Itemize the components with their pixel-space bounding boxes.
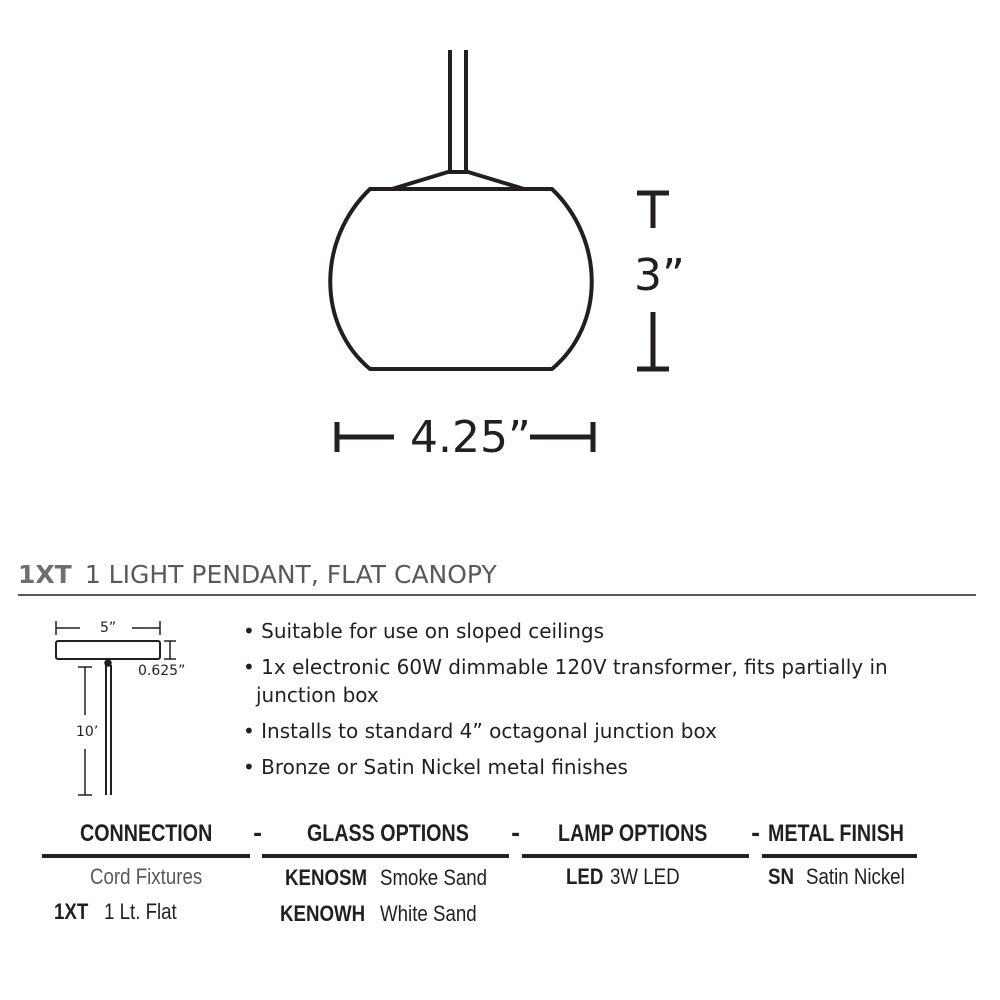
separator: -: [253, 822, 263, 847]
separator: -: [511, 822, 521, 847]
title-code: 1XT: [18, 560, 72, 589]
title-text: 1 LIGHT PENDANT, FLAT CANOPY: [84, 560, 497, 589]
lamp-option-code: LED: [566, 864, 604, 889]
connection-subheading: Cord Fixtures: [90, 864, 203, 889]
lamp-option-desc: 3W LED: [610, 864, 680, 889]
glass-option-desc: White Sand: [380, 901, 477, 926]
section-title: [18, 560, 497, 589]
canopy-width-label: 5”: [100, 620, 117, 636]
pendant-glass: [330, 189, 592, 369]
separator: -: [751, 822, 761, 847]
feature-item: • Bronze or Satin Nickel metal finishes: [243, 755, 628, 779]
width-label: 4.25”: [410, 412, 531, 463]
metal-option-code: SN: [768, 864, 794, 889]
feature-item: • 1x electronic 60W dimmable 120V transformer, fits partially in: [243, 655, 888, 679]
glass-option-code: KENOWH: [280, 901, 366, 926]
glass-heading: GLASS OPTIONS: [307, 820, 469, 847]
feature-item: junction box: [256, 683, 379, 707]
feature-list: [243, 617, 943, 781]
cord-length-label: 10’: [76, 724, 99, 740]
lamp-heading: LAMP OPTIONS: [558, 820, 708, 847]
glass-option-code: KENOSM: [285, 865, 368, 890]
connection-option-code: 1XT: [54, 899, 89, 924]
feature-item: • Suitable for use on sloped ceilings: [243, 619, 605, 643]
glass-rule: [262, 854, 509, 858]
feature-item: • Installs to standard 4” octagonal junction box: [243, 719, 717, 743]
metal-rule: [762, 854, 917, 858]
height-label: 3”: [634, 250, 685, 301]
pendant-cap: [392, 172, 524, 189]
connection-heading: CONNECTION: [80, 820, 213, 847]
canopy-depth-label: 0.625”: [138, 663, 186, 679]
glass-option-desc: Smoke Sand: [380, 865, 488, 890]
canopy-drawing: [40, 615, 210, 810]
metal-heading: METAL FINISH: [768, 820, 904, 847]
connection-option-desc: 1 Lt. Flat: [104, 899, 177, 924]
metal-option-desc: Satin Nickel: [806, 864, 905, 889]
title-rule: [18, 594, 976, 596]
lamp-rule: [522, 854, 749, 858]
connection-rule: [42, 854, 250, 858]
